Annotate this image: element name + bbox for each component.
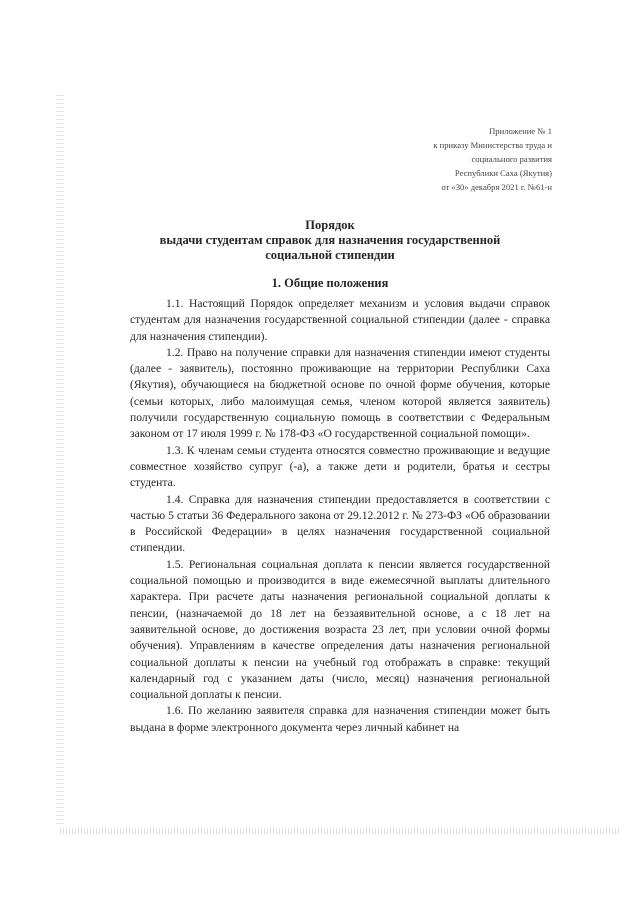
document-title: Порядок — [305, 218, 355, 232]
scan-edge-left — [56, 95, 64, 825]
paragraph-1-2: 1.2. Право на получение справки для назначения стипендии имеют студенты (далее - заявитель), постоянно проживающие на территории Республики Саха (Якутия), обучающиеся на бюджетной основе по очной форме обучения, которые (семьи которых, либо малоимущая семья, членом которой является заявитель) получили государственную социальную помощь в соответствии с Федеральным законом от 17 июля 1999 г. № 178-ФЗ «О государственной социальной помощи». — [130, 345, 550, 441]
header-line: Республики Саха (Якутия) — [454, 168, 552, 178]
scan-edge-bottom — [60, 828, 620, 834]
header-line: социального развития — [471, 154, 552, 164]
header-line: от «30» декабря 2021 г. №61-н — [441, 182, 552, 192]
appendix-header — [433, 124, 552, 194]
header-line: к приказу Министерства труда и — [433, 140, 552, 150]
document-subtitle-line-1: выдачи студентам справок для назначения государственной — [159, 233, 501, 247]
paragraph-1-3: 1.3. К членам семьи студента относятся совместно проживающие и ведущие совместное хозяйство супруг (-а), а также дети и родители, братья и сестры студента. — [130, 443, 550, 490]
document-subtitle-line-2: социальной стипендии — [265, 248, 395, 262]
header-line: Приложение № 1 — [489, 126, 552, 136]
paragraph-1-6: 1.6. По желанию заявителя справка для назначения стипендии может быть выдана в форме электронного документа через личный кабинет на — [130, 704, 550, 734]
paragraph-1-5: 1.5. Региональная социальная доплата к пенсии является государственной социальной помощью и производится в виде ежемесячной выплаты длительного характера. При расчете даты назначения региональной социальной доплаты к пенсии, (назначаемой до 18 лет на беззаявительной основе, а с 18 лет на заявительной основе, до достижения возраста 23 лет, при условии очной формы обучения). Управлениям в качестве определения даты назначения региональной социальной доплаты к пенсии на учебный год отображать в справке: текущий календарный год с указанием даты (число, месяц) назначения региональной социальной доплаты к пенсии. — [130, 557, 550, 702]
document-body — [130, 296, 550, 736]
section-heading: 1. Общие положения — [271, 276, 389, 290]
paragraph-1-4: 1.4. Справка для назначения стипендии предоставляется в соответствии с частью 5 статьи 36 Федерального закона от 29.12.2012 г. № 273-ФЗ «Об образовании в Российской Федерации» в целях назначения государственной социальной стипендии. — [130, 492, 550, 555]
paragraph-1-1: 1.1. Настоящий Порядок определяет механизм и условия выдачи справок студентам для назначения государственной социальной стипендии (далее - справка для назначения стипендии). — [130, 297, 550, 343]
